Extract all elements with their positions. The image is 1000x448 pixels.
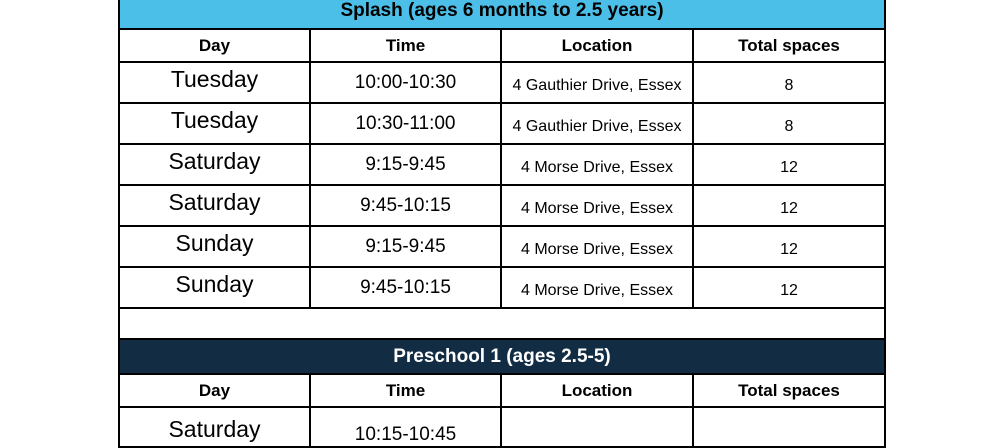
column-header-total-spaces: Total spaces xyxy=(693,374,885,407)
table-row xyxy=(119,144,885,185)
cell-spaces: 12 xyxy=(693,185,885,226)
preschool-header-row xyxy=(119,374,885,407)
cell-location: 4 Gauthier Drive, Essex xyxy=(501,103,693,144)
cell-day: Saturday xyxy=(119,144,310,185)
cell-time: 10:00-10:30 xyxy=(310,62,501,103)
schedule-sheet xyxy=(118,0,884,448)
column-header-total-spaces: Total spaces xyxy=(693,29,885,62)
column-header-location: Location xyxy=(501,29,693,62)
cell-time: 10:15-10:45 xyxy=(310,407,501,447)
cell-location: 4 Morse Drive, Essex xyxy=(501,144,693,185)
column-header-location: Location xyxy=(501,374,693,407)
table-row xyxy=(119,267,885,308)
table-row xyxy=(119,226,885,267)
cell-location xyxy=(501,407,693,447)
splash-title: Splash (ages 6 months to 2.5 years) xyxy=(119,0,885,29)
table-row xyxy=(119,407,885,447)
cell-day: Saturday xyxy=(119,185,310,226)
cell-spaces: 12 xyxy=(693,267,885,308)
cell-spaces: 8 xyxy=(693,103,885,144)
cell-time: 9:15-9:45 xyxy=(310,226,501,267)
cell-location: 4 Gauthier Drive, Essex xyxy=(501,62,693,103)
splash-header-row xyxy=(119,29,885,62)
cell-spaces: 12 xyxy=(693,144,885,185)
table-row xyxy=(119,185,885,226)
splash-title-row xyxy=(119,0,885,29)
table-row xyxy=(119,62,885,103)
cell-day: Saturday xyxy=(119,407,310,447)
cell-day: Sunday xyxy=(119,226,310,267)
cell-day: Sunday xyxy=(119,267,310,308)
cell-day: Tuesday xyxy=(119,62,310,103)
column-header-time: Time xyxy=(310,29,501,62)
spacer-cell xyxy=(119,308,885,339)
schedule-table xyxy=(118,0,886,448)
cell-location: 4 Morse Drive, Essex xyxy=(501,226,693,267)
preschool-title-row xyxy=(119,339,885,374)
spacer-row xyxy=(119,308,885,339)
cell-time: 9:15-9:45 xyxy=(310,144,501,185)
cell-time: 10:30-11:00 xyxy=(310,103,501,144)
column-header-time: Time xyxy=(310,374,501,407)
cell-spaces xyxy=(693,407,885,447)
column-header-day: Day xyxy=(119,374,310,407)
table-row xyxy=(119,103,885,144)
preschool-title: Preschool 1 (ages 2.5-5) xyxy=(119,339,885,374)
cell-location: 4 Morse Drive, Essex xyxy=(501,267,693,308)
cell-time: 9:45-10:15 xyxy=(310,185,501,226)
column-header-day: Day xyxy=(119,29,310,62)
cell-day: Tuesday xyxy=(119,103,310,144)
cell-spaces: 8 xyxy=(693,62,885,103)
cell-spaces: 12 xyxy=(693,226,885,267)
cell-time: 9:45-10:15 xyxy=(310,267,501,308)
cell-location: 4 Morse Drive, Essex xyxy=(501,185,693,226)
